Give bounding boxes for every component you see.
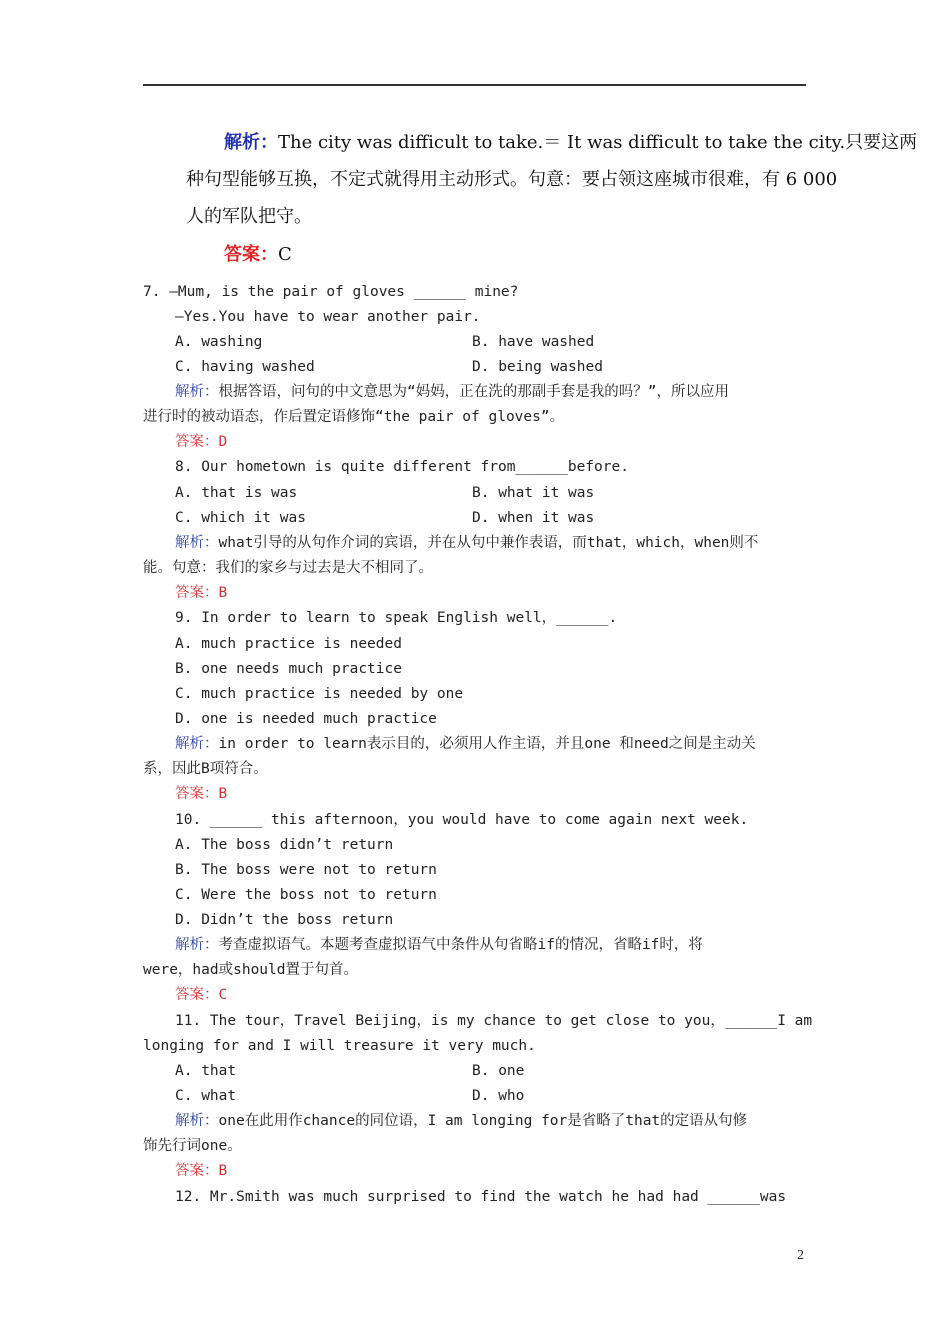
q9-option-c: C. much practice is needed by one: [175, 686, 464, 702]
q9-analysis-1: 解析：in order to learn表示目的，必须用人作主语，并且one 和need之间是主动关: [175, 736, 756, 752]
page-number: 2: [797, 1248, 804, 1263]
q8-option-b: B. what it was: [472, 485, 595, 501]
prev-answer: 答案：C: [224, 244, 292, 265]
prev-analysis-line-1: 解析：The city was difficult to take.＝ It was difficult to take the city.只要这两: [224, 132, 918, 153]
q11-analysis-1: 解析：one在此用作chance的同位语，I am longing for是省略了that的定语从句修: [175, 1113, 748, 1129]
q7-option-b: B. have washed: [472, 334, 595, 350]
prev-analysis-line-3: 人的军队把守。: [186, 206, 312, 227]
analysis-label: 解析：: [224, 132, 278, 153]
q8-analysis-1: 解析：what引导的从句作介词的宾语，并在从句中兼作表语，而that，which，when则不: [175, 535, 759, 551]
q10-stem: 10. ______ this afternoon，you would have to come again next week.: [175, 812, 749, 828]
answer-label: 答案：: [224, 244, 278, 265]
header-rule: [143, 84, 806, 86]
q10-option-a: A. The boss didn’t return: [175, 837, 394, 853]
q9-answer: 答案：B: [175, 786, 228, 802]
q12-stem: 12. Mr.Smith was much surprised to find the watch he had had ______was: [175, 1189, 787, 1205]
q11-option-a: A. that: [175, 1063, 237, 1079]
q8-answer: 答案：B: [175, 585, 228, 601]
q7-stem: 7. —Mum, is the pair of gloves ______ mine?: [143, 284, 519, 300]
q8-analysis-2: 能。句意：我们的家乡与过去是大不相同了。: [143, 560, 433, 576]
q11-stem: 11. The tour，Travel Beijing，is my chance to get close to you，______I am: [175, 1013, 813, 1029]
q9-option-d: D. one is needed much practice: [175, 711, 437, 727]
q9-option-a: A. much practice is needed: [175, 636, 402, 652]
q10-answer: 答案：C: [175, 987, 228, 1003]
q10-analysis-1: 解析：考查虚拟语气。本题考查虚拟语气中条件从句省略if的情况，省略if时，将: [175, 937, 703, 953]
q7-answer: 答案：D: [175, 434, 228, 450]
q11-stem-2: longing for and I will treasure it very much.: [143, 1038, 536, 1054]
q7-analysis-2: 进行时的被动语态，作后置定语修饰“the pair of gloves”。: [143, 409, 565, 425]
q10-option-d: D. Didn’t the boss return: [175, 912, 394, 928]
q8-option-c: C. which it was: [175, 510, 306, 526]
q11-option-d: D. who: [472, 1088, 525, 1104]
q10-analysis-2: were，had或should置于句首。: [143, 962, 358, 978]
q11-analysis-2: 饰先行词one。: [143, 1138, 242, 1154]
q7-stem-2: —Yes.You have to wear another pair.: [175, 309, 481, 325]
q10-option-c: C. Were the boss not to return: [175, 887, 437, 903]
q9-option-b: B. one needs much practice: [175, 661, 402, 677]
q9-stem: 9. In order to learn to speak English well，______.: [175, 610, 618, 626]
q11-answer: 答案：B: [175, 1163, 228, 1179]
q7-option-c: C. having washed: [175, 359, 315, 375]
q8-stem: 8. Our hometown is quite different from______before.: [175, 459, 629, 475]
q8-option-a: A. that is was: [175, 485, 298, 501]
q7-option-a: A. washing: [175, 334, 263, 350]
q10-option-b: B. The boss were not to return: [175, 862, 437, 878]
q8-option-d: D. when it was: [472, 510, 595, 526]
q11-option-c: C. what: [175, 1088, 237, 1104]
q9-analysis-2: 系，因此B项符合。: [143, 761, 268, 777]
q7-analysis-1: 解析：根据答语，问句的中文意思为“妈妈，正在洗的那副手套是我的吗？”，所以应用: [175, 384, 729, 400]
prev-analysis-line-2: 种句型能够互换，不定式就得用主动形式。句意：要占领这座城市很难，有 6 000: [186, 169, 838, 190]
q7-option-d: D. being washed: [472, 359, 603, 375]
q11-option-b: B. one: [472, 1063, 525, 1079]
